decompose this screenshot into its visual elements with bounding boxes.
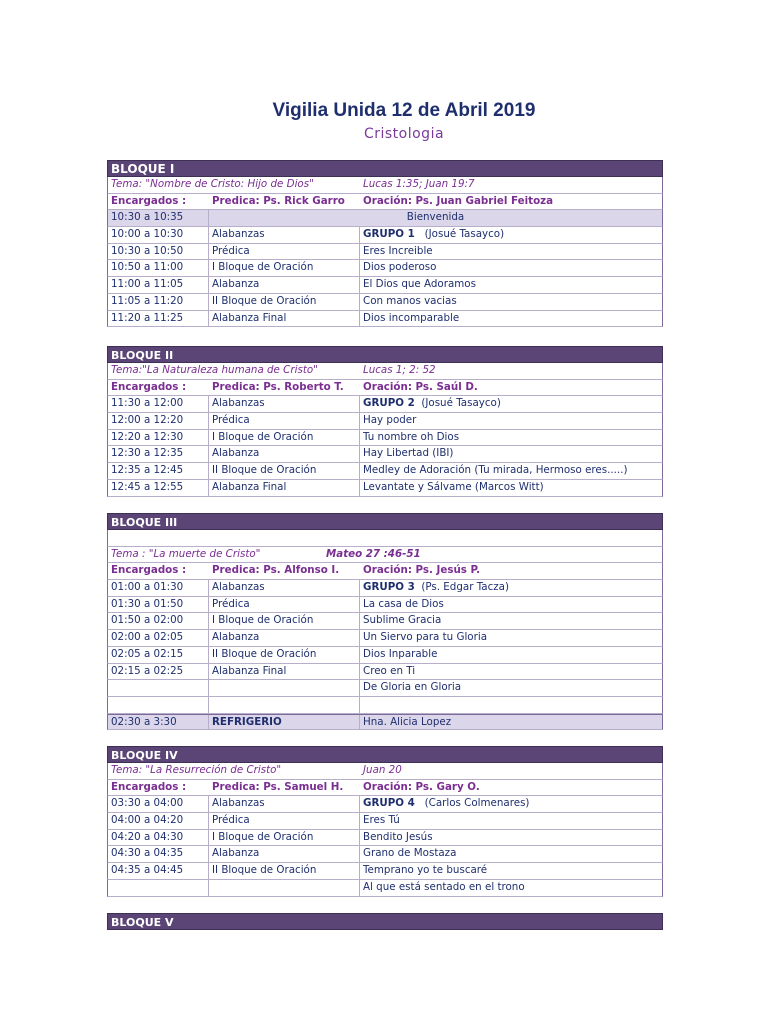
encargados-row — [107, 563, 663, 580]
table-row — [107, 830, 663, 847]
table-row — [107, 580, 663, 597]
activity-cell: REFRIGERIO — [209, 715, 360, 730]
time-cell: 11:05 a 11:20 — [108, 294, 209, 310]
time-cell — [108, 680, 209, 696]
detail-cell: Bendito Jesús — [363, 830, 433, 843]
time-cell: 12:00 a 12:20 — [108, 413, 209, 429]
table-row — [107, 480, 663, 497]
block-header: BLOQUE II — [107, 346, 663, 363]
time-cell: 11:20 a 11:25 — [108, 311, 209, 327]
activity-cell: Alabanza — [209, 846, 360, 862]
activity-cell: Prédica — [209, 813, 360, 829]
table-row — [107, 597, 663, 614]
table-row — [107, 630, 663, 647]
time-cell: 12:35 a 12:45 — [108, 463, 209, 479]
welcome-cell: Bienvenida — [406, 211, 465, 224]
group-label: GRUPO 4 — [363, 797, 415, 810]
detail-cell: La casa de Dios — [363, 597, 444, 610]
detail-cell: Sublime Gracia — [363, 614, 442, 627]
encargados-row — [107, 380, 663, 397]
table-row — [107, 647, 663, 664]
time-cell: 04:00 a 04:20 — [108, 813, 209, 829]
activity-cell: II Bloque de Oración — [209, 647, 360, 663]
activity-cell: II Bloque de Oración — [209, 294, 360, 310]
oracion-text: Oración: Ps. Saúl D. — [363, 380, 478, 393]
tema-row — [107, 177, 663, 194]
tema-row — [107, 363, 663, 380]
detail-cell: Dios incomparable — [363, 311, 460, 324]
tema-text: Tema: "La Resurreción de Cristo" — [111, 764, 282, 776]
detail-cell — [360, 796, 662, 812]
encargados-label: Encargados : — [111, 194, 187, 207]
detail-cell — [360, 227, 662, 243]
activity-cell: II Bloque de Oración — [209, 863, 360, 879]
refrigerio-row — [107, 714, 663, 731]
table-row — [107, 396, 663, 413]
empty-cell — [108, 697, 209, 713]
table-row — [107, 863, 663, 880]
block-header: BLOQUE I — [107, 160, 663, 177]
predica-text: Predica: Ps. Samuel H. — [212, 780, 344, 793]
activity-cell: Alabanzas — [209, 227, 360, 243]
activity-cell — [209, 680, 360, 696]
block-header: BLOQUE III — [107, 513, 663, 530]
block-1 — [107, 160, 663, 327]
activity-cell: Prédica — [209, 244, 360, 260]
detail-cell: Creo en Ti — [363, 664, 416, 677]
activity-cell: Prédica — [209, 413, 360, 429]
group-leader: (Josué Tasayco) — [424, 228, 505, 241]
table-row — [107, 796, 663, 813]
group-label: GRUPO 2 — [363, 397, 415, 410]
time-cell: 03:30 a 04:00 — [108, 796, 209, 812]
detail-cell: Con manos vacias — [363, 294, 457, 307]
activity-cell: Alabanza Final — [209, 480, 360, 496]
time-cell: 11:30 a 12:00 — [108, 396, 209, 412]
time-cell: 12:45 a 12:55 — [108, 480, 209, 496]
activity-cell: Alabanza Final — [209, 664, 360, 680]
activity-cell: Prédica — [209, 597, 360, 613]
tema-row — [107, 547, 663, 564]
block-5 — [107, 913, 663, 930]
table-row — [107, 294, 663, 311]
activity-cell — [209, 880, 360, 896]
table-row — [107, 813, 663, 830]
detail-cell: Temprano yo te buscaré — [363, 864, 488, 877]
time-cell: 02:00 a 02:05 — [108, 630, 209, 646]
encargados-row — [107, 780, 663, 797]
oracion-text: Oración: Ps. Juan Gabriel Feitoza — [363, 194, 554, 207]
block-header: BLOQUE V — [107, 913, 663, 930]
detail-cell: Tu nombre oh Dios — [363, 430, 460, 443]
cita-text: Mateo 27 :46-51 — [326, 547, 421, 560]
time-cell: 10:30 a 10:35 — [108, 210, 209, 226]
time-cell: 02:05 a 02:15 — [108, 647, 209, 663]
detail-cell: Hay poder — [363, 414, 417, 427]
detail-cell: Levantate y Sálvame (Marcos Witt) — [363, 480, 544, 493]
encargados-row — [107, 194, 663, 211]
detail-cell: El Dios que Adoramos — [363, 278, 476, 291]
cita-text: Lucas 1:35; Juan 19:7 — [363, 178, 475, 190]
block-3 — [107, 513, 663, 730]
time-cell: 01:00 a 01:30 — [108, 580, 209, 596]
time-cell: 11:00 a 11:05 — [108, 277, 209, 293]
blank-row — [107, 697, 663, 714]
table-row — [107, 430, 663, 447]
activity-cell: I Bloque de Oración — [209, 260, 360, 276]
table-row — [107, 613, 663, 630]
table-row — [107, 664, 663, 681]
tema-text: Tema: "Nombre de Cristo: Hijo de Dios" — [111, 178, 314, 190]
encargados-label: Encargados : — [111, 380, 187, 393]
time-cell: 12:20 a 12:30 — [108, 430, 209, 446]
activity-cell: Alabanza Final — [209, 311, 360, 327]
activity-cell: Alabanzas — [209, 796, 360, 812]
time-cell: 01:30 a 01:50 — [108, 597, 209, 613]
detail-cell: Dios poderoso — [363, 261, 437, 274]
tema-row — [107, 763, 663, 780]
activity-cell: I Bloque de Oración — [209, 430, 360, 446]
detail-cell — [360, 580, 662, 596]
activity-cell: I Bloque de Oración — [209, 830, 360, 846]
detail-cell: Al que está sentado en el trono — [363, 880, 525, 893]
time-cell: 04:20 a 04:30 — [108, 830, 209, 846]
table-row — [107, 311, 663, 328]
time-cell: 02:30 a 3:30 — [108, 715, 209, 730]
time-cell — [108, 880, 209, 896]
time-cell: 04:35 a 04:45 — [108, 863, 209, 879]
table-row — [107, 463, 663, 480]
document-title: Vigilia Unida 12 de Abril 2019 — [272, 100, 536, 121]
tema-text: Tema:"La Naturaleza humana de Cristo" — [111, 364, 318, 376]
empty-cell — [209, 697, 360, 713]
block-header: BLOQUE IV — [107, 746, 663, 763]
predica-text: Predica: Ps. Roberto T. — [212, 380, 344, 393]
detail-cell: Hna. Alicia Lopez — [363, 715, 452, 728]
detail-cell: Hay Libertad (IBI) — [363, 447, 454, 460]
predica-text: Predica: Ps. Alfonso I. — [212, 564, 340, 577]
detail-cell: Un Siervo para tu Gloria — [363, 631, 488, 644]
activity-cell: Alabanza — [209, 630, 360, 646]
tema-text: Tema : "La muerte de Cristo" — [111, 547, 261, 560]
block-4 — [107, 746, 663, 897]
group-label: GRUPO 1 — [363, 228, 415, 241]
encargados-label: Encargados : — [111, 564, 187, 577]
table-row — [107, 227, 663, 244]
cita-text: Juan 20 — [363, 764, 402, 776]
table-row — [107, 680, 663, 697]
table-row — [107, 446, 663, 463]
document-subtitle: Cristologia — [363, 126, 445, 142]
activity-cell: I Bloque de Oración — [209, 613, 360, 629]
detail-cell: De Gloria en Gloria — [363, 681, 462, 694]
group-leader: (Ps. Edgar Tacza) — [421, 581, 509, 594]
time-cell: 10:50 a 11:00 — [108, 260, 209, 276]
block-2 — [107, 346, 663, 497]
table-row — [107, 880, 663, 897]
table-row — [107, 210, 663, 227]
table-row — [107, 244, 663, 261]
time-cell: 10:30 a 10:50 — [108, 244, 209, 260]
group-leader: (Carlos Colmenares) — [424, 797, 530, 810]
activity-cell: Alabanza — [209, 446, 360, 462]
blank-row — [107, 530, 663, 547]
table-row — [107, 846, 663, 863]
time-cell: 01:50 a 02:00 — [108, 613, 209, 629]
oracion-text: Oración: Ps. Gary O. — [363, 780, 480, 793]
time-cell: 12:30 a 12:35 — [108, 446, 209, 462]
detail-cell: Eres Increible — [363, 244, 433, 257]
activity-cell: II Bloque de Oración — [209, 463, 360, 479]
detail-cell — [360, 396, 662, 412]
time-cell: 10:00 a 10:30 — [108, 227, 209, 243]
predica-text: Predica: Ps. Rick Garro — [212, 194, 345, 207]
detail-cell: Eres Tú — [363, 814, 400, 827]
encargados-label: Encargados : — [111, 780, 187, 793]
cita-text: Lucas 1; 2: 52 — [363, 364, 436, 376]
group-label: GRUPO 3 — [363, 581, 415, 594]
activity-cell: Alabanza — [209, 277, 360, 293]
detail-cell: Dios Inparable — [363, 647, 438, 660]
table-row — [107, 413, 663, 430]
table-row — [107, 260, 663, 277]
time-cell: 02:15 a 02:25 — [108, 664, 209, 680]
group-leader: (Josué Tasayco) — [421, 397, 501, 410]
activity-cell: Alabanzas — [209, 580, 360, 596]
time-cell: 04:30 a 04:35 — [108, 846, 209, 862]
oracion-text: Oración: Ps. Jesús P. — [363, 564, 481, 577]
activity-cell: Alabanzas — [209, 396, 360, 412]
detail-cell: Grano de Mostaza — [363, 847, 457, 860]
detail-cell: Medley de Adoración (Tu mirada, Hermoso eres.....) — [363, 464, 628, 477]
table-row — [107, 277, 663, 294]
empty-cell — [360, 697, 662, 713]
